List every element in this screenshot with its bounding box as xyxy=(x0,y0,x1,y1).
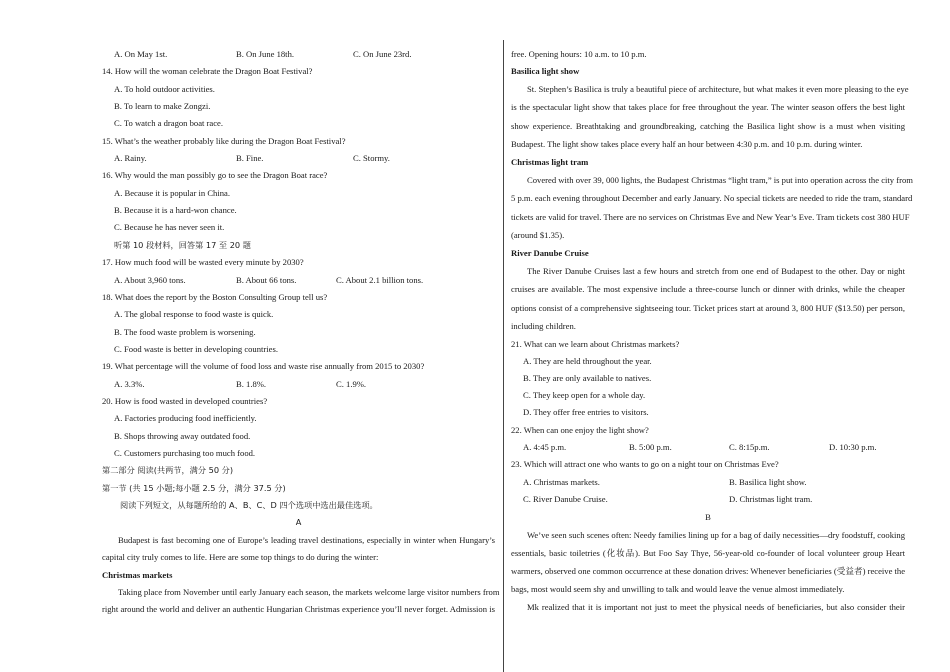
christmas-markets-line-2: right around the world and deliver an authentic Hungarian Christmas experience you’ll never forget. Admission is xyxy=(102,604,495,614)
cruise-line-4: including children. xyxy=(511,321,576,331)
section-one-heading: 第一节 (共 15 小题;每小题 2.5 分，满分 37.5 分) xyxy=(102,483,286,493)
q20-stem: 20. How is food wasted in developed countries? xyxy=(102,396,268,406)
basilica-line-1: St. Stephen’s Basilica is truly a beautiful piece of architecture, but what makes it even more pleasing to the eye xyxy=(527,84,909,94)
basilica-heading: Basilica light show xyxy=(511,66,580,76)
q23-option-c: C. River Danube Cruise. xyxy=(523,494,608,504)
passage-b-line-4: bags, most would seem shy and unwilling to talk and would leave the venue almost immediately. xyxy=(511,584,845,594)
q22-option-b: B. 5:00 p.m. xyxy=(629,442,672,452)
q16-stem: 16. Why would the man possibly go to see the Dragon Boat race? xyxy=(102,170,328,180)
q22-stem: 22. When can one enjoy the light show? xyxy=(511,425,649,435)
passage-a-intro-line-1: Budapest is fast becoming one of Europe’s leading travel destinations, especially in winter when Hungary’s xyxy=(118,535,495,545)
q13-option-b: B. On June 18th. xyxy=(236,49,295,59)
christmas-markets-line-3: free. Opening hours: 10 a.m. to 10 p.m. xyxy=(511,49,647,59)
q21-stem: 21. What can we learn about Christmas markets? xyxy=(511,339,680,349)
basilica-line-4: Budapest. The light show takes place every half an hour between 4:30 p.m. and 10 p.m. during winter. xyxy=(511,139,863,149)
part-two-heading: 第二部分 阅读(共两节，满分 50 分) xyxy=(102,465,234,475)
q18-option-a: A. The global response to food waste is quick. xyxy=(114,309,274,319)
q16-option-b: B. Because it is a hard-won chance. xyxy=(114,205,237,215)
tram-line-2: 5 p.m. each evening throughout December and early January. No special tickets are needed to ride the tram, standard xyxy=(511,193,913,203)
tram-heading: Christmas light tram xyxy=(511,157,589,167)
tram-line-1: Covered with over 39, 000 lights, the Budapest Christmas “light tram,” is put into operation across the city from xyxy=(527,175,913,185)
cruise-line-2: cruises are available. The most expensive include a three-course lunch or dinner with drinks, while the cheaper xyxy=(511,284,905,294)
q14-stem: 14. How will the woman celebrate the Dragon Boat Festival? xyxy=(102,66,313,76)
q16-option-a: A. Because it is popular in China. xyxy=(114,188,230,198)
q21-option-a: A. They are held throughout the year. xyxy=(523,356,652,366)
q22-option-a: A. 4:45 p.m. xyxy=(523,442,567,452)
section-10-heading: 听第 10 段材料，回答第 17 至 20 题 xyxy=(114,240,251,250)
q16-option-c: C. Because he has never seen it. xyxy=(114,222,225,232)
christmas-markets-line-1: Taking place from November until early January each season, the markets welcome large visitor numbers from xyxy=(118,587,500,597)
q14-option-b: B. To learn to make Zongzi. xyxy=(114,101,211,111)
cruise-line-3: options consist of a comprehensive sightseeing tour. Ticket prices start at around 3, 800 HUF ($13.50) per person, xyxy=(511,303,905,313)
q19-option-b: B. 1.8%. xyxy=(236,379,267,389)
passage-b-line-5: Mk realized that it is important not just to meet the physical needs of beneficiaries, but also consider their xyxy=(527,602,905,612)
q20-option-c: C. Customers purchasing too much food. xyxy=(114,448,256,458)
cruise-line-1: The River Danube Cruises last a few hours and stretch from one end of Budapest to the other. Day or night xyxy=(527,266,905,276)
reading-instruction: 阅读下列短文，从每题所给的 A、B、C、D 四个选项中选出最佳选项。 xyxy=(120,500,378,510)
q19-option-a: A. 3.3%. xyxy=(114,379,145,389)
q13-option-a: A. On May 1st. xyxy=(114,49,168,59)
basilica-line-3: show experience. Breathtaking and groundbreaking, catching the Basilica light show is a must when visiting xyxy=(511,121,905,131)
q23-option-b: B. Basilica light show. xyxy=(729,477,807,487)
q18-option-b: B. The food waste problem is worsening. xyxy=(114,327,256,337)
q15-option-c: C. Stormy. xyxy=(353,153,390,163)
q20-option-a: A. Factories producing food inefficiently. xyxy=(114,413,257,423)
column-divider xyxy=(503,40,504,672)
q19-stem: 19. What percentage will the volume of food loss and waste rise annually from 2015 to 2030? xyxy=(102,361,425,371)
q23-option-a: A. Christmas markets. xyxy=(523,477,600,487)
passage-a-intro-line-2: capital city truly comes to life. Here are some top things to do during the winter: xyxy=(102,552,379,562)
q13-option-c: C. On June 23rd. xyxy=(353,49,412,59)
christmas-markets-heading: Christmas markets xyxy=(102,570,173,580)
q22-option-c: C. 8:15p.m. xyxy=(729,442,770,452)
q15-option-a: A. Rainy. xyxy=(114,153,147,163)
q20-option-b: B. Shops throwing away outdated food. xyxy=(114,431,251,441)
tram-line-4: (around $1.35). xyxy=(511,230,565,240)
q19-option-c: C. 1.9%. xyxy=(336,379,367,389)
q17-option-b: B. About 66 tons. xyxy=(236,275,297,285)
passage-b-line-2: essentials, basic toiletries (化妆品). But Foo Say Thye, 56-year-old co-founder of local volunteer group Heart xyxy=(511,548,905,558)
q23-option-d: D. Christmas light tram. xyxy=(729,494,813,504)
q15-stem: 15. What’s the weather probably like during the Dragon Boat Festival? xyxy=(102,136,346,146)
q23-stem: 23. Which will attract one who wants to go on a night tour on Christmas Eve? xyxy=(511,459,779,469)
passage-b-line-3: warmers, observed one common occurrence at these donation drives: Whenever beneficiaries (受益者) receive the xyxy=(511,566,906,576)
q18-stem: 18. What does the report by the Boston Consulting Group tell us? xyxy=(102,292,328,302)
q15-option-b: B. Fine. xyxy=(236,153,264,163)
q17-option-c: C. About 2.1 billion tons. xyxy=(336,275,424,285)
passage-b-line-1: We’ve seen such scenes often: Needy families lining up for a bag of daily necessities—dry foodstuff, cooking xyxy=(527,530,905,540)
q17-option-a: A. About 3,960 tons. xyxy=(114,275,186,285)
q17-stem: 17. How much food will be wasted every minute by 2030? xyxy=(102,257,304,267)
q21-option-b: B. They are only available to natives. xyxy=(523,373,652,383)
passage-b-label: B xyxy=(705,512,711,522)
q14-option-a: A. To hold outdoor activities. xyxy=(114,84,215,94)
tram-line-3: tickets are valid for travel. There are no services on Christmas Eve and New Year’s Eve. Tram tickets cost 380 HUF xyxy=(511,212,910,222)
q22-option-d: D. 10:30 p.m. xyxy=(829,442,877,452)
q21-option-d: D. They offer free entries to visitors. xyxy=(523,407,649,417)
q14-option-c: C. To watch a dragon boat race. xyxy=(114,118,224,128)
passage-a-label: A xyxy=(295,517,302,527)
cruise-heading: River Danube Cruise xyxy=(511,248,589,258)
q21-option-c: C. They keep open for a whole day. xyxy=(523,390,646,400)
q18-option-c: C. Food waste is better in developing countries. xyxy=(114,344,278,354)
basilica-line-2: is the spectacular light show that takes place for free throughout the year. The winter season offers the best light xyxy=(511,102,905,112)
